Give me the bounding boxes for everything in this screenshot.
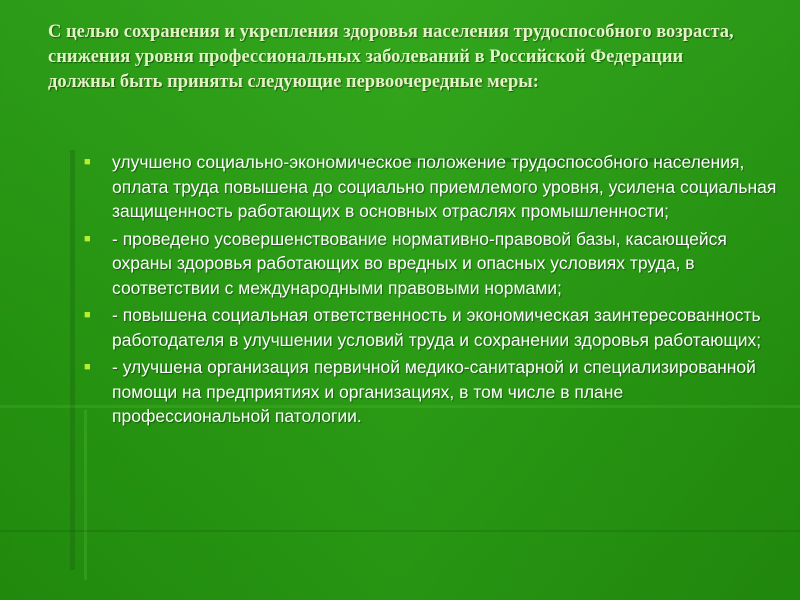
bullet-text: - улучшена организация первичной медико-санитарной и специализированной помощи на предприятиях и организациях, в том числе в плане профессиональной патологии.: [112, 357, 756, 426]
bullet-text: улучшено социально-экономическое положение трудоспособного населения, оплата труда повышена до социально приемлемого уровня, усилена социальная защищенность работающих в основных отраслях промышленности;: [112, 152, 777, 221]
bullet-text: - проведено усовершенствование нормативно-правовой базы, касающейся охраны здоровья работающих во вредных и опасных условиях труда, в соответствии с международными правовыми нормами;: [112, 228, 727, 298]
decorative-bar: [70, 150, 75, 570]
bullet-item: [84, 150, 784, 224]
bullet-square-icon: ■: [84, 156, 91, 168]
bullet-square-icon: ■: [84, 232, 91, 245]
slide-title: С целью сохранения и укрепления здоровья населения трудоспособного возраста, снижения уровня профессиональных заболеваний в Российской Федерации должны быть приняты следующие первоочередные меры:: [48, 22, 734, 92]
bullet-item: [84, 303, 784, 352]
bullet-item: [84, 227, 784, 301]
bullet-list: [84, 150, 784, 432]
decorative-bar: [0, 530, 800, 532]
bullet-text: - повышена социальная ответственность и экономическая заинтересованность работодателя в улучшении условий труда и сохранении здоровья работающих;: [112, 305, 762, 350]
bullet-square-icon: ■: [84, 361, 91, 373]
decorative-bar: [84, 410, 87, 580]
bullet-square-icon: ■: [84, 309, 91, 321]
bullet-item: [84, 355, 784, 429]
